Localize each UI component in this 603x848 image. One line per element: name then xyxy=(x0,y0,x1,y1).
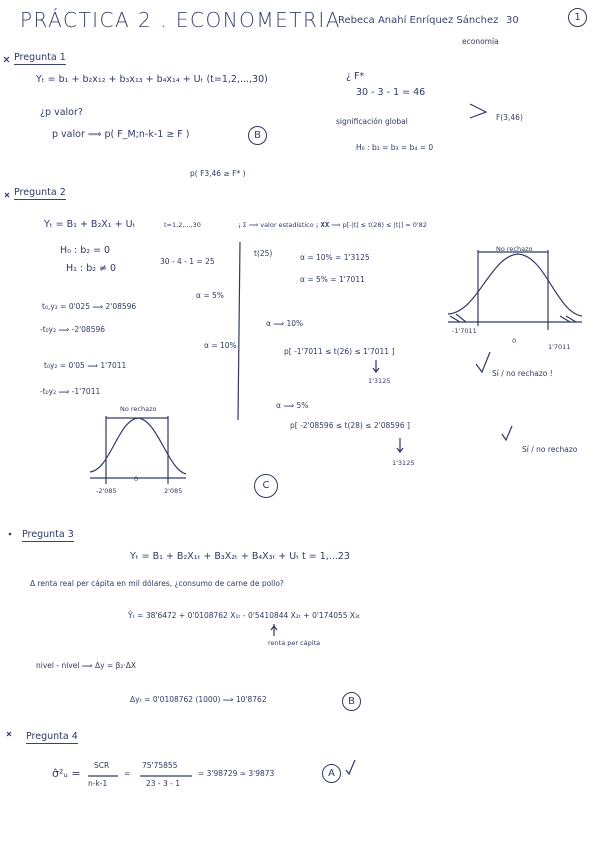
q2-graph1-norechazo: No rechazo xyxy=(496,245,533,253)
q2-t2: -t₀y₂ ⟹ -2'08596 xyxy=(40,325,106,334)
q2-t4: -t₀y₂ ⟹ -1'7011 xyxy=(40,387,101,396)
bullet-x-q4 xyxy=(7,732,11,736)
bullet-dot-q3 xyxy=(9,533,12,536)
q2-graph1-curve xyxy=(448,254,582,316)
q4-check xyxy=(346,760,355,774)
q1-df: 30 - 3 - 1 = 46 xyxy=(356,87,426,98)
q2-arrow1 xyxy=(373,360,379,372)
q2-si-rechazo: Sí / no rechazo ! xyxy=(492,369,553,378)
q1-question: ¿p valor? xyxy=(40,107,83,118)
q2-heading: Pregunta 2 xyxy=(14,187,66,198)
q2-graph1-zero: 0 xyxy=(512,337,517,345)
page-number: 1 xyxy=(568,8,587,27)
q2-graph1-hatch xyxy=(450,314,576,322)
q2-interval2: p[ -2'08596 ≤ t(28) ≤ 2'08596 ] xyxy=(290,421,410,430)
q2-h0: H₀ : b₂ = 0 xyxy=(60,245,111,256)
q4-frac2-den: 23 - 3 - 1 xyxy=(146,779,181,788)
q2-range: t=1,2,...,30 xyxy=(164,221,201,229)
q2-graph1-pos: 1'7011 xyxy=(548,343,571,351)
q2-si-rechazo2: Sí / no rechazo xyxy=(522,445,578,454)
q2-alpha-10pct: α = 10% xyxy=(204,341,237,350)
q4-result: = 3'98729 ≃ 3'9873 xyxy=(198,769,275,778)
q2-check1 xyxy=(476,352,490,372)
q4-frac1-num: SCR xyxy=(94,761,110,770)
q2-graph1-bounds xyxy=(478,250,548,330)
q4-answer: A xyxy=(322,764,341,783)
q1-h0: H₀ : b₂ = b₃ = b₄ = 0 xyxy=(356,143,434,152)
group-number: 30 xyxy=(506,15,519,26)
q3-model: Yₜ = B₁ + B₂X₁ₜ + B₃X₂ₜ + B₄X₃ₜ + Uₜ t = 1,...23 xyxy=(130,551,350,562)
q2-rej-line1: α ⟹ 10% xyxy=(266,319,304,328)
q4-frac1-den: n-k-1 xyxy=(88,779,108,788)
q3-question: Δ renta real per cápita en mil dólares, ¿consumo de carne de pollo? xyxy=(30,579,284,588)
q1-significance: significación global xyxy=(336,117,408,126)
q2-model: Yₜ = B₁ + B₂X₁ + Uₜ xyxy=(44,219,136,230)
q2-rej-line2: α ⟹ 5% xyxy=(276,401,309,410)
q2-graph2-norechazo: No rechazo xyxy=(120,405,157,413)
q1-heading: Pregunta 1 xyxy=(14,52,66,63)
q2-graph2-curve xyxy=(90,418,186,474)
q2-h1: H₁ : b₂ ≠ 0 xyxy=(66,263,117,274)
q3-answer: B xyxy=(342,692,361,711)
bullet-x-q2 xyxy=(5,193,9,197)
q2-note: ¡ Σ ⟹ valor estadístico ¡ 𝐗𝐗 ⟹ p[-|t| ≤ t(28) ≤ |t|] = 0'82 xyxy=(238,221,427,229)
q2-graph2-zero: 0 xyxy=(134,475,139,483)
q1-answer: B xyxy=(248,126,267,145)
q1-prob: p( F3,46 ≥ F* ) xyxy=(190,169,246,178)
q4-heading: Pregunta 4 xyxy=(26,731,78,742)
q2-answer: C xyxy=(254,474,278,498)
q2-arrow2 xyxy=(397,438,403,452)
q4-frac2-num: 75'75855 xyxy=(142,761,178,770)
q2-t1: t₀,y₂ = 0'025 ⟹ 2'08596 xyxy=(42,302,137,311)
q3-nivel: nivel - nivel ⟹ Δy = β₂·ΔX xyxy=(36,661,137,670)
q3-arrow xyxy=(271,624,277,636)
q3-renta: renta per cápita xyxy=(268,639,321,647)
q2-alpha-5pct: α = 5% xyxy=(196,291,224,300)
q2-interval1-val: 1'3125 xyxy=(368,377,391,385)
q2-graph2-bounds xyxy=(106,416,168,484)
q4-sigma: σ̂²ᵤ = xyxy=(52,767,81,780)
q2-graph2-pos: 2'085 xyxy=(164,487,183,495)
q2-graph1-neg: -1'7011 xyxy=(452,327,477,335)
q2-check2 xyxy=(502,426,512,440)
q1-model: Yₜ = b₁ + b₂x₁₂ + b₃x₁₃ + b₄x₁₄ + Uₜ (t=1,2,...,30) xyxy=(36,74,268,85)
q2-interval2-val: 1'3125 xyxy=(392,459,415,467)
subject-label: economía xyxy=(462,37,499,46)
q2-alpha10: α = 10% = 1'3125 xyxy=(300,253,370,262)
q3-calc: Δyₜ = 0'0108762 (1000) ⟹ 10'8762 xyxy=(130,695,267,704)
q3-heading: Pregunta 3 xyxy=(22,529,74,540)
page-title: PRÁCTICA 2 . ECONOMETRIA xyxy=(20,8,341,32)
q2-interval1: p[ -1'7011 ≤ t(26) ≤ 1'7011 ] xyxy=(284,347,395,356)
q1-fdist: F(3,46) xyxy=(496,113,523,122)
author-name: Rebeca Anahí Enríquez Sánchez xyxy=(338,15,499,26)
q2-df: 30 - 4 - 1 = 25 xyxy=(160,257,215,266)
q2-graph2-neg: -2'085 xyxy=(96,487,117,495)
q3-estimate: Ŷₜ = 38'6472 + 0'0108762 X₁ₜ - 0'5410844 X₂ₜ + 0'174055 X₃ₜ xyxy=(128,611,361,620)
q2-alpha5: α = 5% = 1'7011 xyxy=(300,275,365,284)
q4-eq: = xyxy=(124,769,131,778)
q1-fstar: ¿ F* xyxy=(346,71,365,82)
q2-divider xyxy=(238,242,240,420)
bullet-x-q1 xyxy=(4,57,9,62)
q2-tdf: t(25) xyxy=(254,249,273,258)
q1-pvalue: p valor ⟹ p( F_M;n-k-1 ≥ F ) xyxy=(52,129,190,140)
q2-t3: t₀y₂ = 0'05 ⟹ 1'7011 xyxy=(44,361,127,370)
q1-bracket xyxy=(470,104,486,118)
